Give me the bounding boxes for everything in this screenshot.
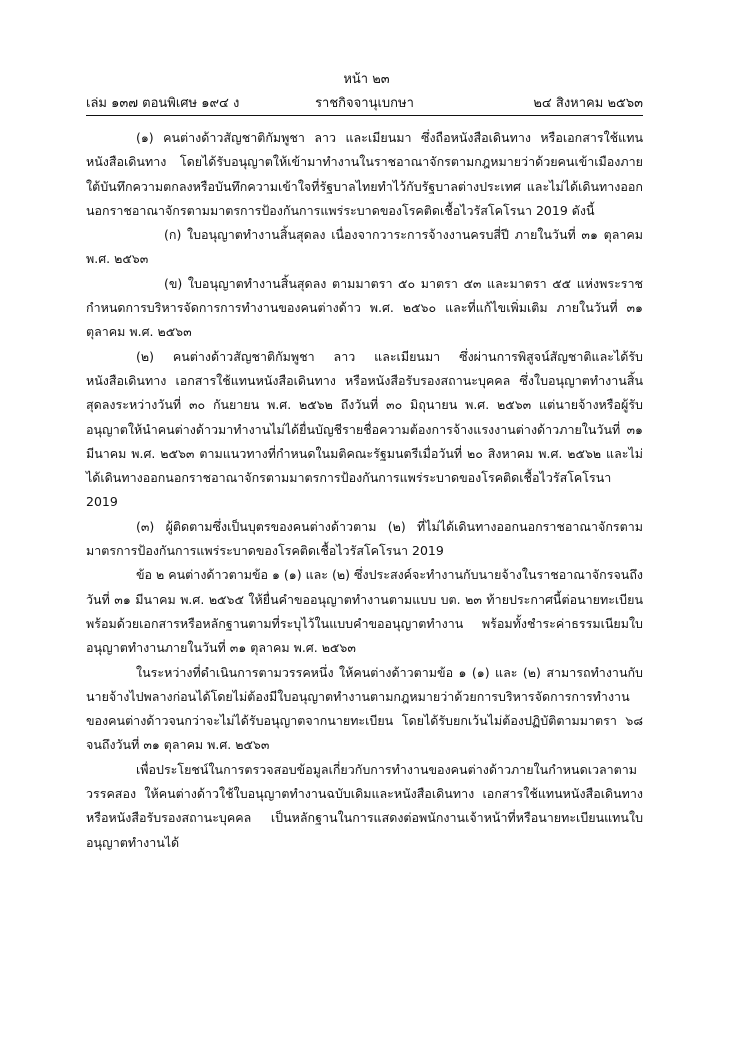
paragraph-item-3: (๓) ผู้ติดตามซึ่งเป็นบุตรของคนต่างด้าวตาม (๒) ที่ไม่ได้เดินทางออกนอกราชอาณาจักรตามมาตรการป้องกันการแพร่ระบาดของโรคติดเชื้อไวรัสโคโรนา 2019 [86, 518, 643, 559]
publication-date: ๒๔ สิงหาคม ๒๕๖๓ [533, 96, 643, 111]
publication-name: ราชกิจจานุเบกษา [315, 96, 414, 111]
issue-info: เล่ม ๑๓๗ ตอนพิเศษ ๑๙๔ ง [86, 96, 240, 111]
paragraph-item-1b: (ข) ใบอนุญาตทำงานสิ้นสุดลง ตามมาตรา ๕๐ มาตรา ๕๓ และมาตรา ๕๕ แห่งพระราชกำหนดการบริหารจัดการการทำงานของคนต่างด้าว พ.ศ. ๒๕๖๐ และที่แก้ไขเพิ่มเติม ภายในวันที่ ๓๑ ตุลาคม พ.ศ. ๒๕๖๓ [86, 275, 643, 340]
paragraph-item-2: (๒) คนต่างด้าวสัญชาติกัมพูชา ลาว และเมียนมา ซึ่งผ่านการพิสูจน์สัญชาติและได้รับหนังสือเดินทาง เอกสารใช้แทนหนังสือเดินทาง หรือหนังสือรับรองสถานะบุคคล ซึ่งใบอนุญาตทำงานสิ้นสุดลงระหว่างวันที่ ๓๐ กันยายน พ.ศ. ๒๕๖๒ ถึงวันที่ ๓๐ มิถุนายน พ.ศ. ๒๕๖๓ แต่นายจ้างหรือผู้รับอนุญาตให้นำคนต่างด้าวมาทำงานไม่ได้ยื่นบัญชีรายชื่อความต้องการจ้างแรงงานต่างด้าวภายในวันที่ ๓๑ มีนาคม พ.ศ. ๒๕๖๓ ตามแนวทางที่กำหนดในมติคณะรัฐมนตรีเมื่อวันที่ ๒๐ สิงหาคม พ.ศ. ๒๕๖๒ และไม่ได้เดินทางออกนอกราชอาณาจักรตามมาตรการป้องกันการแพร่ระบาดของโรคติดเชื้อไวรัสโคโรนา 2019 [86, 348, 643, 510]
paragraph-item-1: (๑) คนต่างด้าวสัญชาติกัมพูชา ลาว และเมียนมา ซึ่งถือหนังสือเดินทาง หรือเอกสารใช้แทนหนังสือเดินทาง โดยได้รับอนุญาตให้เข้ามาทำงานในราชอาณาจักรตามกฎหมายว่าด้วยคนเข้าเมืองภายใต้บันทึกความตกลงหรือบันทึกความเข้าใจที่รัฐบาลไทยทำไว้กับรัฐบาลต่างประเทศ และไม่ได้เดินทางออกนอกราชอาณาจักรตามมาตรการป้องกันการแพร่ระบาดของโรคติดเชื้อไวรัสโคโรนา 2019 ดังนี้ [86, 130, 643, 218]
paragraph-item-1a: (ก) ใบอนุญาตทำงานสิ้นสุดลง เนื่องจากวาระการจ้างงานครบสี่ปี ภายในวันที่ ๓๑ ตุลาคม พ.ศ. ๒๕๖๓ [86, 227, 643, 267]
gazette-header [86, 94, 643, 114]
paragraph-clause-2: ข้อ ๒ คนต่างด้าวตามข้อ ๑ (๑) และ (๒) ซึ่งประสงค์จะทำงานกับนายจ้างในราชอาณาจักรจนถึงวันที่ ๓๑ มีนาคม พ.ศ. ๒๕๖๕ ให้ยื่นคำขออนุญาตทำงานตามแบบ บต. ๒๓ ท้ายประกาศนี้ต่อนายทะเบียนพร้อมด้วยเอกสารหรือหลักฐานตามที่ระบุไว้ในแบบคำขออนุญาตทำงาน พร้อมทั้งชำระค่าธรรมเนียมใบอนุญาตทำงานภายในวันที่ ๓๑ ตุลาคม พ.ศ. ๒๕๖๓ [86, 567, 643, 656]
paragraph-clause-2-para-3: เพื่อประโยชน์ในการตรวจสอบข้อมูลเกี่ยวกับการทำงานของคนต่างด้าวภายในกำหนดเวลาตามวรรคสอง ให้คนต่างด้าวใช้ใบอนุญาตทำงานฉบับเดิมและหนังสือเดินทาง เอกสารใช้แทนหนังสือเดินทางหรือหนังสือรับรองสถานะบุคคล เป็นหลักฐานในการแสดงต่อพนักงานเจ้าหน้าที่หรือนายทะเบียนแทนใบอนุญาตทำงานได้ [86, 761, 643, 850]
document-body [86, 126, 643, 855]
page-number: หน้า ๒๓ [343, 72, 390, 87]
header-rule [86, 115, 643, 116]
paragraph-clause-2-para-2: ในระหว่างที่ดำเนินการตามวรรคหนึ่ง ให้คนต่างด้าวตามข้อ ๑ (๑) และ (๒) สามารถทำงานกับนายจ้างไปพลางก่อนได้โดยไม่ต้องมีใบอนุญาตทำงานตามกฎหมายว่าด้วยการบริหารจัดการการทำงานของคนต่างด้าวจนกว่าจะไม่ได้รับอนุญาตจากนายทะเบียน โดยได้รับยกเว้นไม่ต้องปฏิบัติตามมาตรา ๖๘ จนถึงวันที่ ๓๑ ตุลาคม พ.ศ. ๒๕๖๓ [86, 664, 643, 753]
